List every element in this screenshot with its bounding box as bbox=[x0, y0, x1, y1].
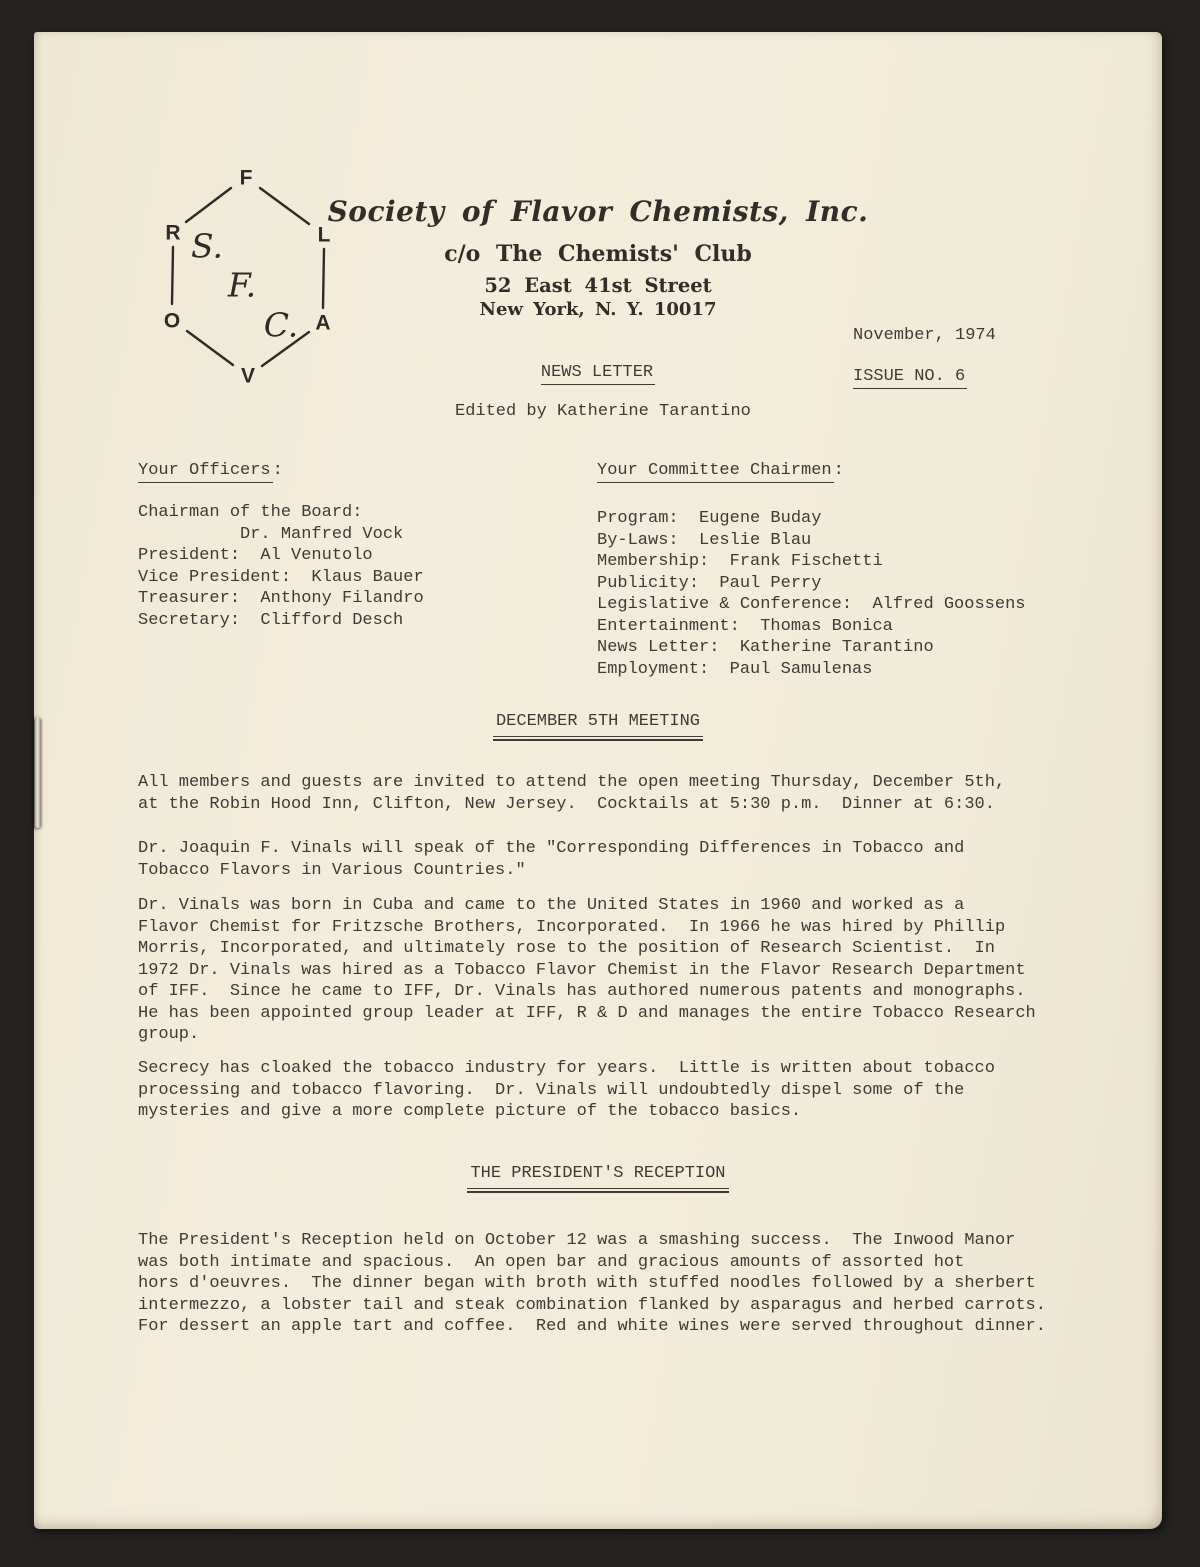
text-line: All members and guests are invited to attend the open meeting Thursday, December 5th, bbox=[138, 773, 1006, 792]
text-line: of IFF. Since he came to IFF, Dr. Vinals has authored numerous patents and monographs. bbox=[138, 982, 1026, 1001]
text-line: Dr. Vinals was born in Cuba and came to the United States in 1960 and worked as a bbox=[138, 896, 965, 915]
org-name: Society of Flavor Chemists, Inc. bbox=[327, 195, 869, 228]
text-line: The President's Reception held on October 12 was a smashing success. The Inwood Manor bbox=[138, 1231, 1016, 1250]
text-line: intermezzo, a lobster tail and steak combination flanked by asparagus and herbed carrots. bbox=[138, 1295, 1046, 1315]
text-line: Treasurer: Anthony Filandro bbox=[138, 589, 424, 608]
text-line: processing and tobacco flavoring. Dr. Vinals will undoubtedly dispel some of the bbox=[138, 1080, 965, 1100]
text-line: Vice President: Klaus Bauer bbox=[138, 567, 424, 587]
reception-section-heading-text: THE PRESIDENT'S RECEPTION bbox=[467, 1163, 728, 1189]
text-line: Secrecy has cloaked the tobacco industry for years. Little is written about tobacco bbox=[138, 1059, 995, 1078]
staple bbox=[35, 717, 41, 828]
newsletter-title bbox=[34, 362, 1162, 384]
text-line: 1972 Dr. Vinals was hired as a Tobacco Flavor Chemist in the Flavor Research Department bbox=[138, 960, 1026, 980]
org-address-city: New York, N. Y. 10017 bbox=[479, 299, 717, 320]
reception-section-heading bbox=[34, 1163, 1162, 1189]
text-line: News Letter: Katherine Tarantino bbox=[597, 638, 934, 657]
text-line: mysteries and give a more complete picture of the tobacco basics. bbox=[138, 1102, 802, 1121]
committees-heading bbox=[597, 460, 844, 482]
text-line: Legislative & Conference: Alfred Goossens bbox=[597, 595, 1026, 614]
text-line: Flavor Chemist for Fritzsche Brothers, Incorporated. In 1966 he was hired by Phillip bbox=[138, 917, 1006, 937]
monogram-s: S. bbox=[191, 226, 223, 266]
text-line: For dessert an apple tart and coffee. Red and white wines were served throughout dinner. bbox=[138, 1317, 1046, 1336]
officers-list bbox=[138, 502, 424, 631]
text-line: group. bbox=[138, 1025, 200, 1044]
meeting-paragraph-1 bbox=[138, 772, 1005, 815]
meeting-paragraph-3 bbox=[138, 895, 1036, 1046]
officers-heading-colon: : bbox=[272, 461, 283, 480]
monogram-f: F. bbox=[227, 265, 257, 305]
text-line: Tobacco Flavors in Various Countries." bbox=[138, 860, 526, 880]
meeting-paragraph-4 bbox=[138, 1058, 995, 1123]
issue-number-text: ISSUE NO. 6 bbox=[853, 367, 967, 389]
committees-heading-colon: : bbox=[833, 461, 844, 480]
text-line: Secretary: Clifford Desch bbox=[138, 610, 404, 630]
hex-letter-l: L bbox=[317, 223, 331, 247]
text-line: at the Robin Hood Inn, Clifton, New Jersey. Cocktails at 5:30 p.m. Dinner at 6:30. bbox=[138, 794, 995, 814]
hex-letter-a: A bbox=[315, 311, 331, 335]
text-line: was both intimate and spacious. An open bar and gracious amounts of assorted hot bbox=[138, 1252, 965, 1272]
text-line: President: Al Venutolo bbox=[138, 546, 373, 565]
meeting-section-heading bbox=[34, 711, 1162, 737]
text-line: Employment: Paul Samulenas bbox=[597, 659, 873, 679]
text-line: Membership: Frank Fischetti bbox=[597, 552, 883, 571]
committees-list bbox=[597, 508, 1025, 680]
monogram-c: C. bbox=[263, 305, 299, 345]
text-line: Dr. Manfred Vock bbox=[138, 524, 404, 544]
hex-letter-f: F bbox=[239, 166, 253, 190]
hex-letter-o: O bbox=[163, 309, 181, 333]
officers-heading-text: Your Officers bbox=[138, 461, 273, 483]
text-line: Chairman of the Board: bbox=[138, 503, 363, 522]
meeting-section-heading-text: DECEMBER 5TH MEETING bbox=[493, 711, 703, 737]
reception-paragraph bbox=[138, 1230, 1046, 1338]
hex-edge-vo bbox=[187, 331, 233, 365]
meeting-paragraph-2 bbox=[138, 838, 964, 881]
newsletter-page bbox=[34, 32, 1162, 1529]
edited-by-line: Edited by Katherine Tarantino bbox=[455, 402, 751, 421]
issue-date: November, 1974 bbox=[853, 326, 996, 345]
text-line: He has been appointed group leader at IFF, R & D and manages the entire Tobacco Research bbox=[138, 1003, 1036, 1023]
org-address-careof: c/o The Chemists' Club bbox=[444, 241, 752, 267]
text-line: By-Laws: Leslie Blau bbox=[597, 530, 812, 550]
text-line: Program: Eugene Buday bbox=[597, 509, 822, 528]
hex-letter-v: V bbox=[240, 364, 256, 388]
officers-heading bbox=[138, 460, 283, 482]
text-line: hors d'oeuvres. The dinner began with broth with stuffed noodles followed by a sherbert bbox=[138, 1274, 1036, 1293]
org-address-street: 52 East 41st Street bbox=[484, 274, 712, 297]
newsletter-title-text: NEWS LETTER bbox=[541, 363, 655, 385]
hex-letter-r: R bbox=[165, 221, 181, 245]
text-line: Dr. Joaquin F. Vinals will speak of the "Corresponding Differences in Tobacco and bbox=[138, 839, 965, 858]
issue-number bbox=[853, 366, 967, 388]
text-line: Entertainment: Thomas Bonica bbox=[597, 616, 893, 636]
committees-heading-text: Your Committee Chairmen bbox=[597, 461, 834, 483]
text-line: Publicity: Paul Perry bbox=[597, 573, 822, 593]
text-line: Morris, Incorporated, and ultimately rose to the position of Research Scientist. In bbox=[138, 939, 995, 958]
